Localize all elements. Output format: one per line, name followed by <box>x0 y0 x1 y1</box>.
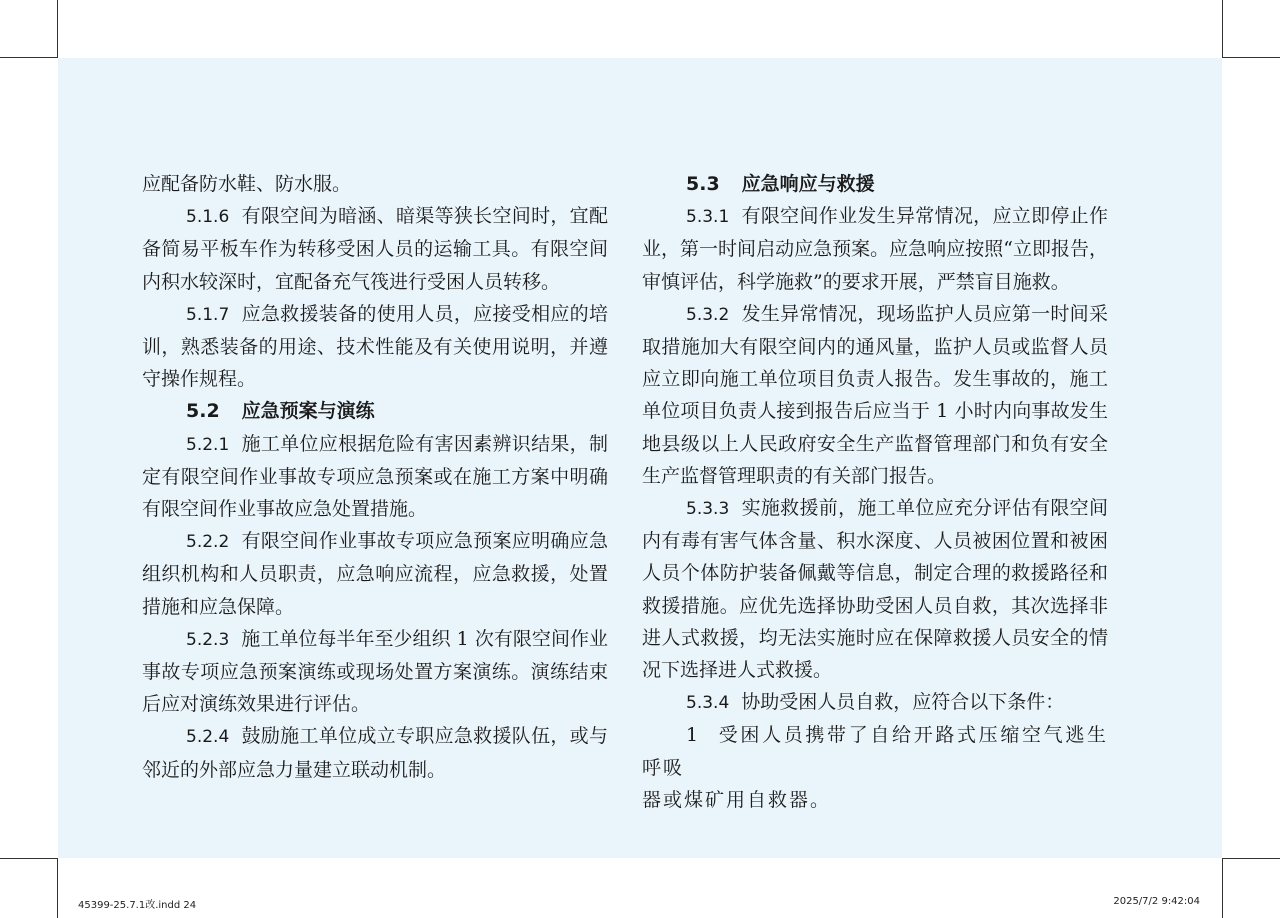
clause-5-2-1 <box>142 428 608 526</box>
section-heading-5-2 <box>142 395 608 427</box>
clause-5-2-2 <box>142 525 608 623</box>
clause-text: 鼓励施工单位成立专职应急救援队伍，或与邻近的外部应急力量建立联动机制。 <box>142 725 608 781</box>
clause-text: 实施救援前，施工单位应充分评估有限空间内有毒有害气体含量、积水深度、人员被困位置和被困人员个体防护装备佩戴等信息，制定合理的救援路径和救援措施。应优先选择协助受困人员自救，其次选择非进人式救援，均无法实施时应在保障救援人员安全的情况下选择进人式救援。 <box>642 497 1108 682</box>
section-number: 5.2 <box>186 400 220 423</box>
clause-5-2-3 <box>142 623 608 721</box>
clause-number: 5.2.3 <box>186 629 230 650</box>
clause-number: 5.2.4 <box>186 727 230 748</box>
crop-mark-top-left-v <box>57 0 58 58</box>
clause-number: 5.2.1 <box>186 434 230 455</box>
crop-mark-bottom-right-v <box>1222 858 1223 918</box>
right-column <box>642 168 1108 816</box>
crop-mark-top-right-h <box>1222 57 1280 58</box>
footer-timestamp: 2025/7/2 9:42:04 <box>1113 896 1200 907</box>
clause-5-3-3 <box>642 492 1108 686</box>
section-number: 5.3 <box>686 173 720 195</box>
section-title: 应急预案与演练 <box>241 400 375 423</box>
list-text: 受困人员携带了自给开路式压缩空气逃生呼吸 <box>642 724 1108 779</box>
clause-text: 有限空间作业事故专项应急预案应明确应急组织机构和人员职责，应急响应流程，应急救援，处置措施和应急保障。 <box>142 530 608 618</box>
clause-text: 施工单位应根据危险有害因素辨识结果，制定有限空间作业事故专项应急预案或在施工方案中明确有限空间作业事故应急处置措施。 <box>142 432 608 521</box>
footer-file-info: 45399-25.7.1改.indd 24 <box>78 900 197 911</box>
clause-5-3-1 <box>642 200 1108 298</box>
section-heading-5-3 <box>642 168 1108 200</box>
clause-number: 5.2.2 <box>186 532 230 553</box>
clause-text: 有限空间为暗涵、暗渠等狭长空间时，宜配备简易平板车作为转移受困人员的运输工具。有限空间内积水较深时，宜配备充气筏进行受困人员转移。 <box>142 205 608 293</box>
crop-mark-bottom-left-v <box>57 858 58 918</box>
clause-text: 应急救援装备的使用人员，应接受相应的培训，熟悉装备的用途、技术性能及有关使用说明，并遵守操作规程。 <box>142 302 608 391</box>
list-number: 1 <box>686 724 701 747</box>
section-title: 应急响应与救援 <box>741 173 875 195</box>
clause-text: 发生异常情况，现场监护人员应第一时间采取措施加大有限空间内的通风量，监护人员或监督人员应立即向施工单位项目负责人报告。发生事故的，施工单位项目负责人接到报告后应当于 1 小时内向事故发生地县级以上人民政府安全生产监督管理部门和负有安全生产监督管理职责的有关部门报告。 <box>642 302 1108 487</box>
list-item-1-continuation: 器或煤矿用自救器。 <box>642 788 832 811</box>
clause-5-3-4 <box>642 686 1108 719</box>
crop-mark-bottom-left-h <box>0 858 58 859</box>
clause-text: 施工单位每半年至少组织 1 次有限空间作业事故专项应急预案演练或现场处置方案演练。演练结束后应对演练效果进行评估。 <box>142 627 608 716</box>
clause-text: 有限空间作业发生异常情况，应立即停止作业，第一时间启动应急预案。应急响应按照“立即报告，审慎评估，科学施救”的要求开展，严禁盲目施救。 <box>642 205 1108 293</box>
clause-number: 5.3.1 <box>686 207 730 228</box>
crop-mark-top-left-h <box>0 57 58 58</box>
clause-number: 5.3.2 <box>686 304 730 325</box>
clause-number: 5.1.6 <box>186 207 230 228</box>
crop-mark-top-right-v <box>1222 0 1223 58</box>
clause-text: 协助受困人员自救，应符合以下条件： <box>741 691 1065 714</box>
crop-mark-bottom-right-h <box>1222 858 1280 859</box>
left-column <box>142 168 608 786</box>
list-item-1 <box>642 719 1108 783</box>
continuation-line: 应配备防水鞋、防水服。 <box>142 173 352 195</box>
clause-5-3-2 <box>642 298 1108 492</box>
clause-number: 5.3.3 <box>686 499 730 520</box>
clause-number: 5.3.4 <box>686 693 730 714</box>
clause-5-1-7 <box>142 298 608 396</box>
clause-5-1-6 <box>142 200 608 298</box>
clause-5-2-4 <box>142 720 608 785</box>
clause-number: 5.1.7 <box>186 304 230 325</box>
